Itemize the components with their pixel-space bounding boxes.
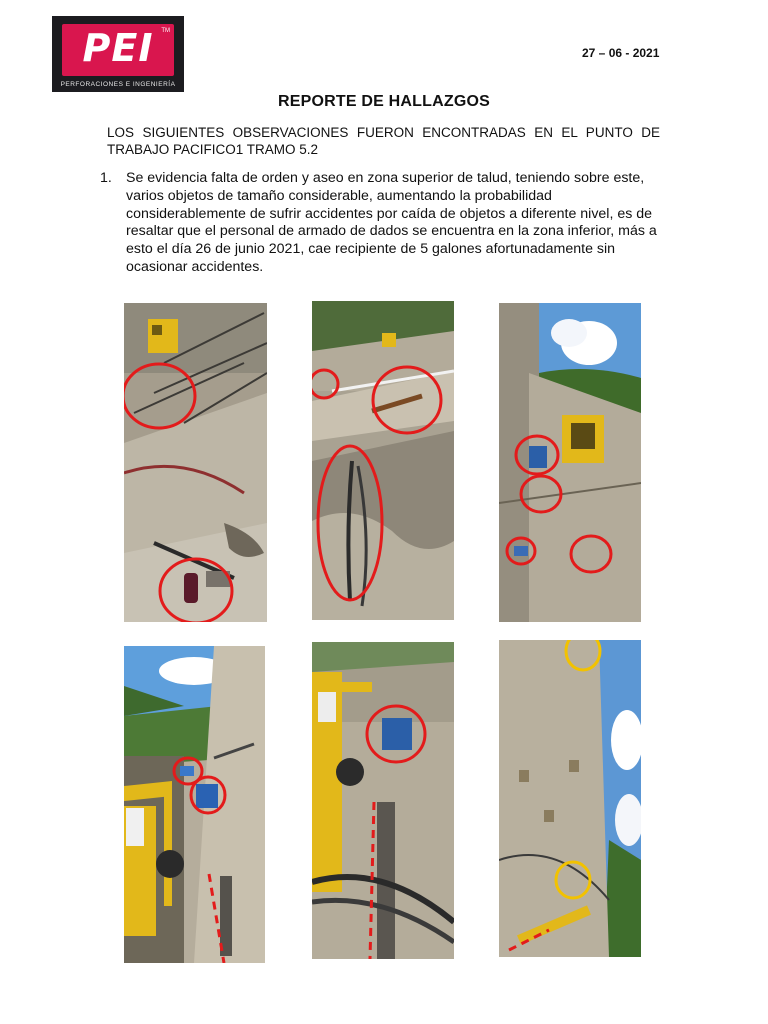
finding-number: 1. — [100, 170, 112, 186]
finding-text: Se evidencia falta de orden y aseo en zona superior de talud, teniendo sobre este, varios objetos de tamaño considerable, aumentando la probabilidad considerablemente de sufrir accidentes por caída de objetos a diferente nivel, es de resaltar que el personal de armado de dados se encuentra en la zona inferior, más a esto el día 26 de junio 2021, cae recipiente de 5 galones afortunadamente sin ocasionar accidentes. — [126, 170, 657, 275]
logo-tagline: PERFORACIONES E INGENIERÍA — [60, 81, 176, 88]
logo-tm: TM — [161, 28, 170, 34]
logo-mark — [62, 24, 174, 76]
report-title: REPORTE DE HALLAZGOS — [277, 93, 490, 110]
photo-4 — [124, 646, 265, 963]
photo-1 — [124, 303, 267, 622]
report-date: 27 – 06 - 2021 — [582, 46, 660, 60]
photo-5 — [312, 642, 454, 959]
logo-text: PEI — [82, 26, 154, 70]
company-logo — [52, 16, 184, 92]
photo-2 — [312, 301, 454, 620]
photo-6 — [499, 640, 641, 957]
report-intro: LOS SIGUIENTES OBSERVACIONES FUERON ENCONTRADAS EN EL PUNTO DE TRABAJO PACIFICO1 TRAMO 5.2 — [107, 125, 660, 157]
photo-3 — [499, 303, 641, 622]
finding-item — [100, 170, 666, 277]
